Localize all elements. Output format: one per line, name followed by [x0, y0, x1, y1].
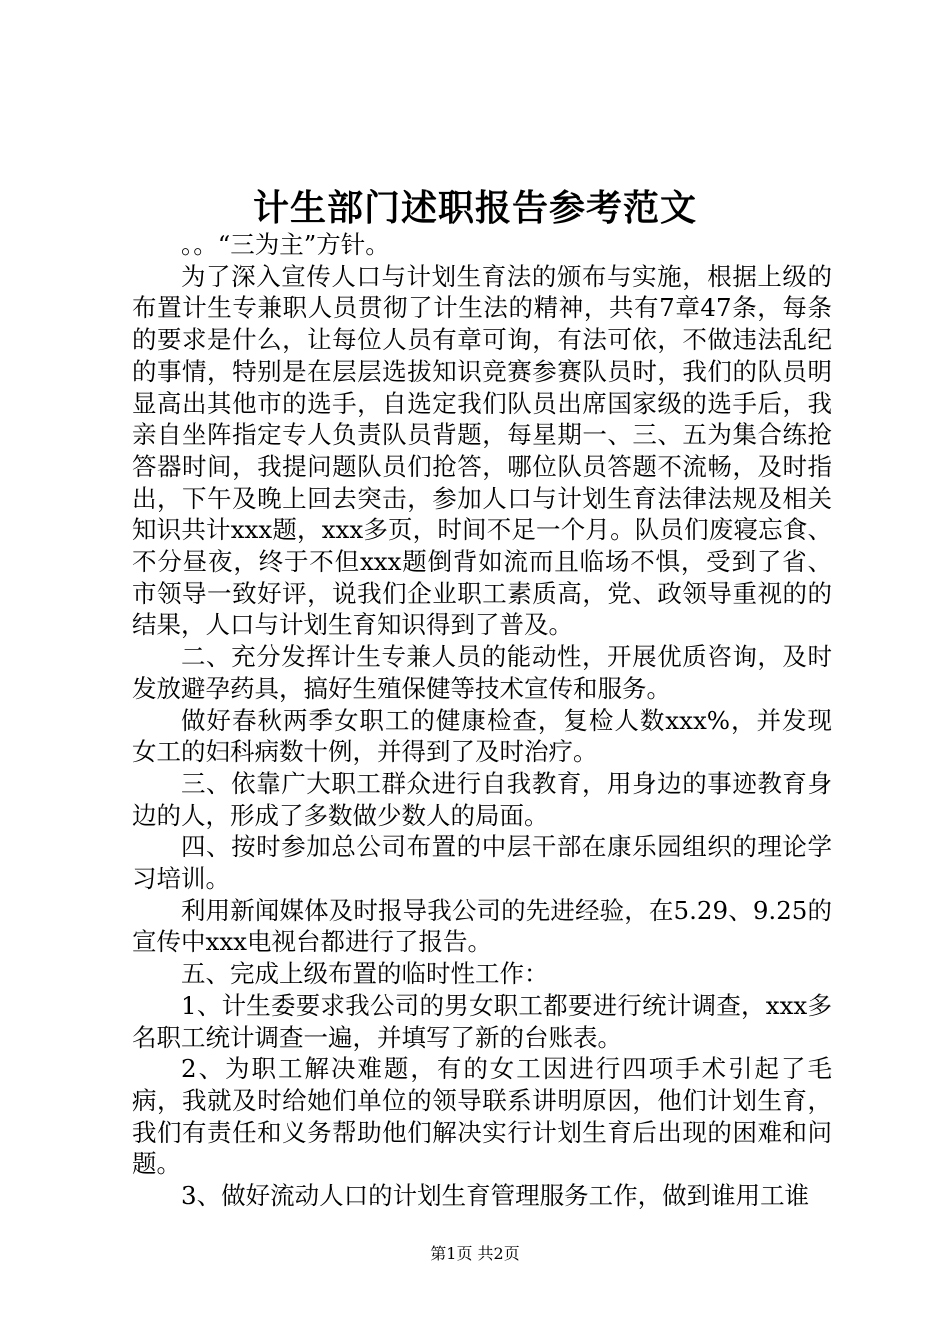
page-footer: 第1页 共2页 [430, 1244, 520, 1263]
document-body [132, 229, 832, 1212]
paragraph: 二、充分发挥计生专兼人员的能动性，开展优质咨询，及时发放避孕药具，搞好生殖保健等技术宣传和服务。 [132, 642, 832, 703]
paragraph: 3、做好流动人口的计划生育管理服务工作，做到谁用工谁 [181, 1181, 810, 1211]
paragraph: 四、按时参加总公司布置的中层干部在康乐园组织的理论学习培训。 [132, 832, 832, 894]
paragraph: 做好春秋两季女职工的健康检查，复检人数xxx%，并发现女工的妇科病数十例，并得到了及时治疗。 [132, 705, 832, 767]
paragraph: 2、为职工解决难题，有的女工因进行四项手术引起了毛病，我就及时给她们单位的领导联系讲明原因，他们计划生育，我们有责任和义务帮助他们解决实行计划生育后出现的困难和问题。 [132, 1054, 832, 1179]
paragraph: 利用新闻媒体及时报导我公司的先进经验，在5.29、9.25的宣传中xxx电视台都进行了报告。 [132, 895, 832, 957]
paragraph: 1、计生委要求我公司的男女职工都要进行统计调查，xxx多名职工统计调查一遍，并填写了新的台账表。 [132, 990, 832, 1052]
paragraph: 三、依靠广大职工群众进行自我教育，用身边的事迹教育身边的人，形成了多数做少数人的局面。 [132, 768, 832, 830]
paragraph: 为了深入宣传人口与计划生育法的颁布与实施，根据上级的布置计生专兼职人员贯彻了计生法的精神，共有7章47条，每条的要求是什么，让每位人员有章可询，有法可依，不做违法乱纪的事情，特别是在层层选拔知识竞赛参赛队员时，我们的队员明显高出其他市的选手，自选定我们队员出席国家级的选手后，我亲自坐阵指定专人负责队员背题，每星期一、三、五为集合练抢答器时间，我提问题队员们抢答，哪位队员答题不流畅，及时指出，下午及晚上回去突击，参加人口与计划生育法律法规及相关知识共计xxx题，xxx多页，时间不足一个月。队员们废寝忘食、不分昼夜，终于不但xxx题倒背如流而且临场不惧，受到了省、市领导一致好评，说我们企业职工素质高，党、政领导重视的的结果，人口与计划生育知识得到了普及。 [132, 261, 832, 640]
document-title: 计生部门述职报告参考范文 [252, 187, 697, 229]
paragraph: 五、完成上级布置的临时性工作： [181, 959, 549, 989]
paragraph: 。。“三为主”方针。 [181, 230, 390, 259]
